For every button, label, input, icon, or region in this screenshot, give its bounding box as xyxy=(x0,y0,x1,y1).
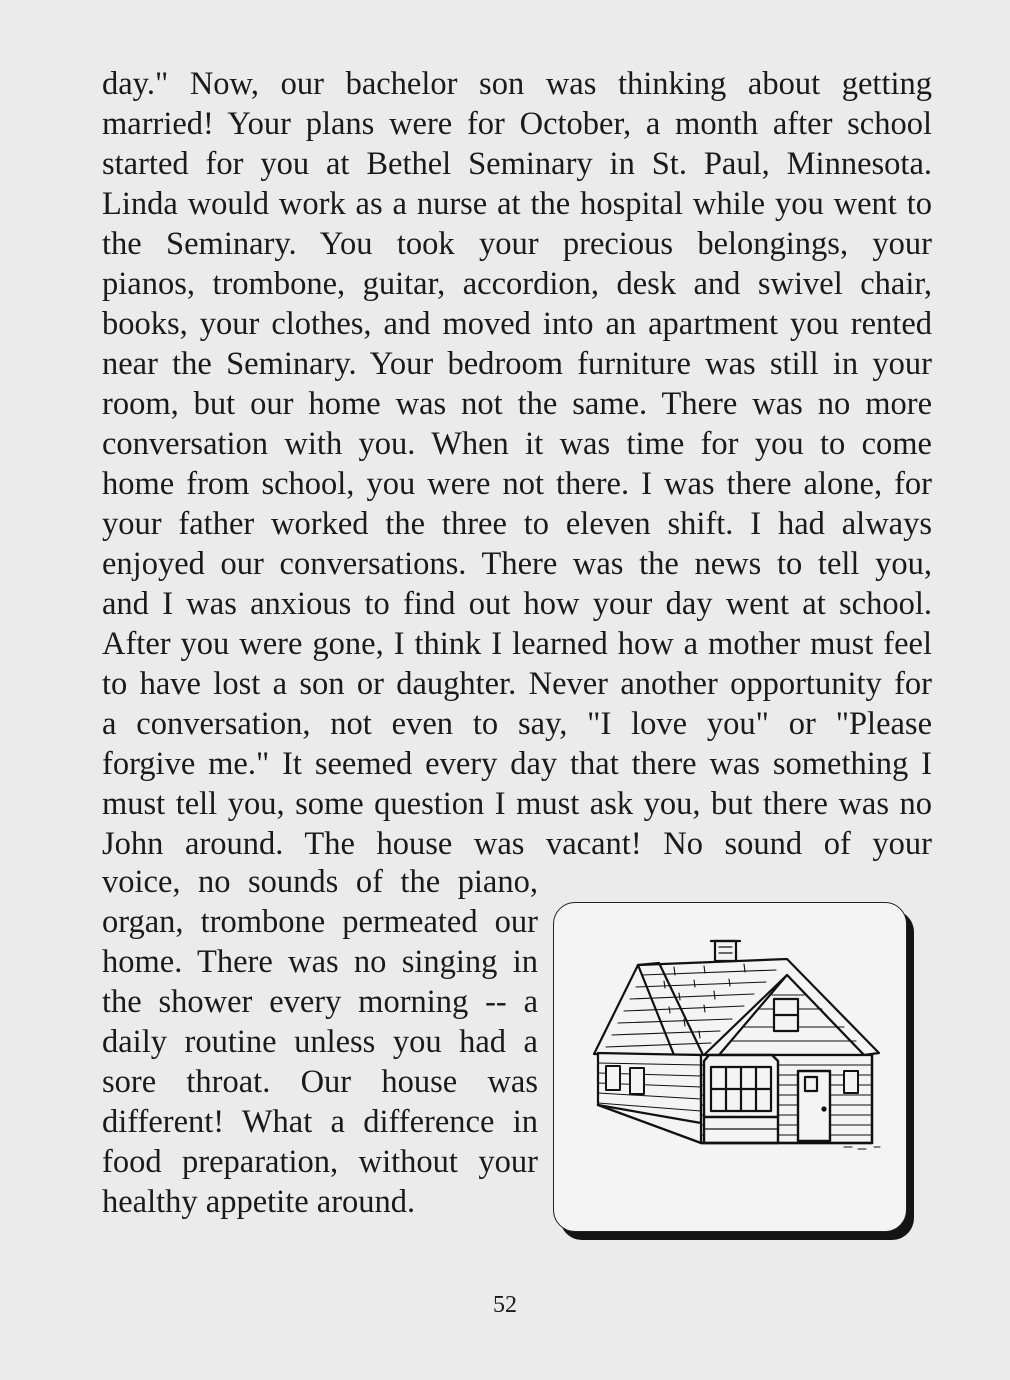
body-line: started for you at Bethel Seminary in St. Paul, Minnesota. xyxy=(102,146,932,182)
body-line: books, your clothes, and moved into an apartment you rented xyxy=(102,306,932,342)
body-line: conversation with you. When it was time for you to come xyxy=(102,426,932,462)
body-line: John around. The house was vacant! No sound of your xyxy=(102,826,932,862)
wrapped-line: the shower every morning -- a xyxy=(102,984,538,1020)
body-line: near the Seminary. Your bedroom furniture was still in your xyxy=(102,346,932,382)
body-line: and I was anxious to find out how your day went at school. xyxy=(102,586,932,622)
body-line: enjoyed our conversations. There was the news to tell you, xyxy=(102,546,932,582)
wrapped-line: daily routine unless you had a xyxy=(102,1024,538,1060)
body-line: your father worked the three to eleven shift. I had always xyxy=(102,506,932,542)
body-line: room, but our home was not the same. There was no more xyxy=(102,386,932,422)
body-line: must tell you, some question I must ask you, but there was no xyxy=(102,786,932,822)
wrapped-line: voice, no sounds of the piano, xyxy=(102,864,538,900)
wrapped-line: home. There was no singing in xyxy=(102,944,538,980)
body-line: to have lost a son or daughter. Never another opportunity for xyxy=(102,666,932,702)
wrapped-line: organ, trombone permeated our xyxy=(102,904,538,940)
wrapped-line: healthy appetite around. xyxy=(102,1184,416,1220)
body-line: day." Now, our bachelor son was thinking about getting xyxy=(102,66,932,102)
wrapped-line: different! What a difference in xyxy=(102,1104,538,1140)
wrapped-line: sore throat. Our house was xyxy=(102,1064,538,1100)
wrapped-line: food preparation, without your xyxy=(102,1144,538,1180)
house-illustration-frame xyxy=(553,902,907,1232)
house-drawing xyxy=(554,903,906,1231)
body-line: a conversation, not even to say, "I love you" or "Please xyxy=(102,706,932,742)
body-line: Linda would work as a nurse at the hospital while you went to xyxy=(102,186,932,222)
body-line: pianos, trombone, guitar, accordion, desk and swivel chair, xyxy=(102,266,932,302)
body-line: forgive me." It seemed every day that there was something I xyxy=(102,746,932,782)
body-line: married! Your plans were for October, a month after school xyxy=(102,106,932,142)
body-line: After you were gone, I think I learned how a mother must feel xyxy=(102,626,932,662)
body-line: home from school, you were not there. I was there alone, for xyxy=(102,466,932,502)
page-number: 52 xyxy=(493,1292,517,1318)
body-line: the Seminary. You took your precious belongings, your xyxy=(102,226,932,262)
